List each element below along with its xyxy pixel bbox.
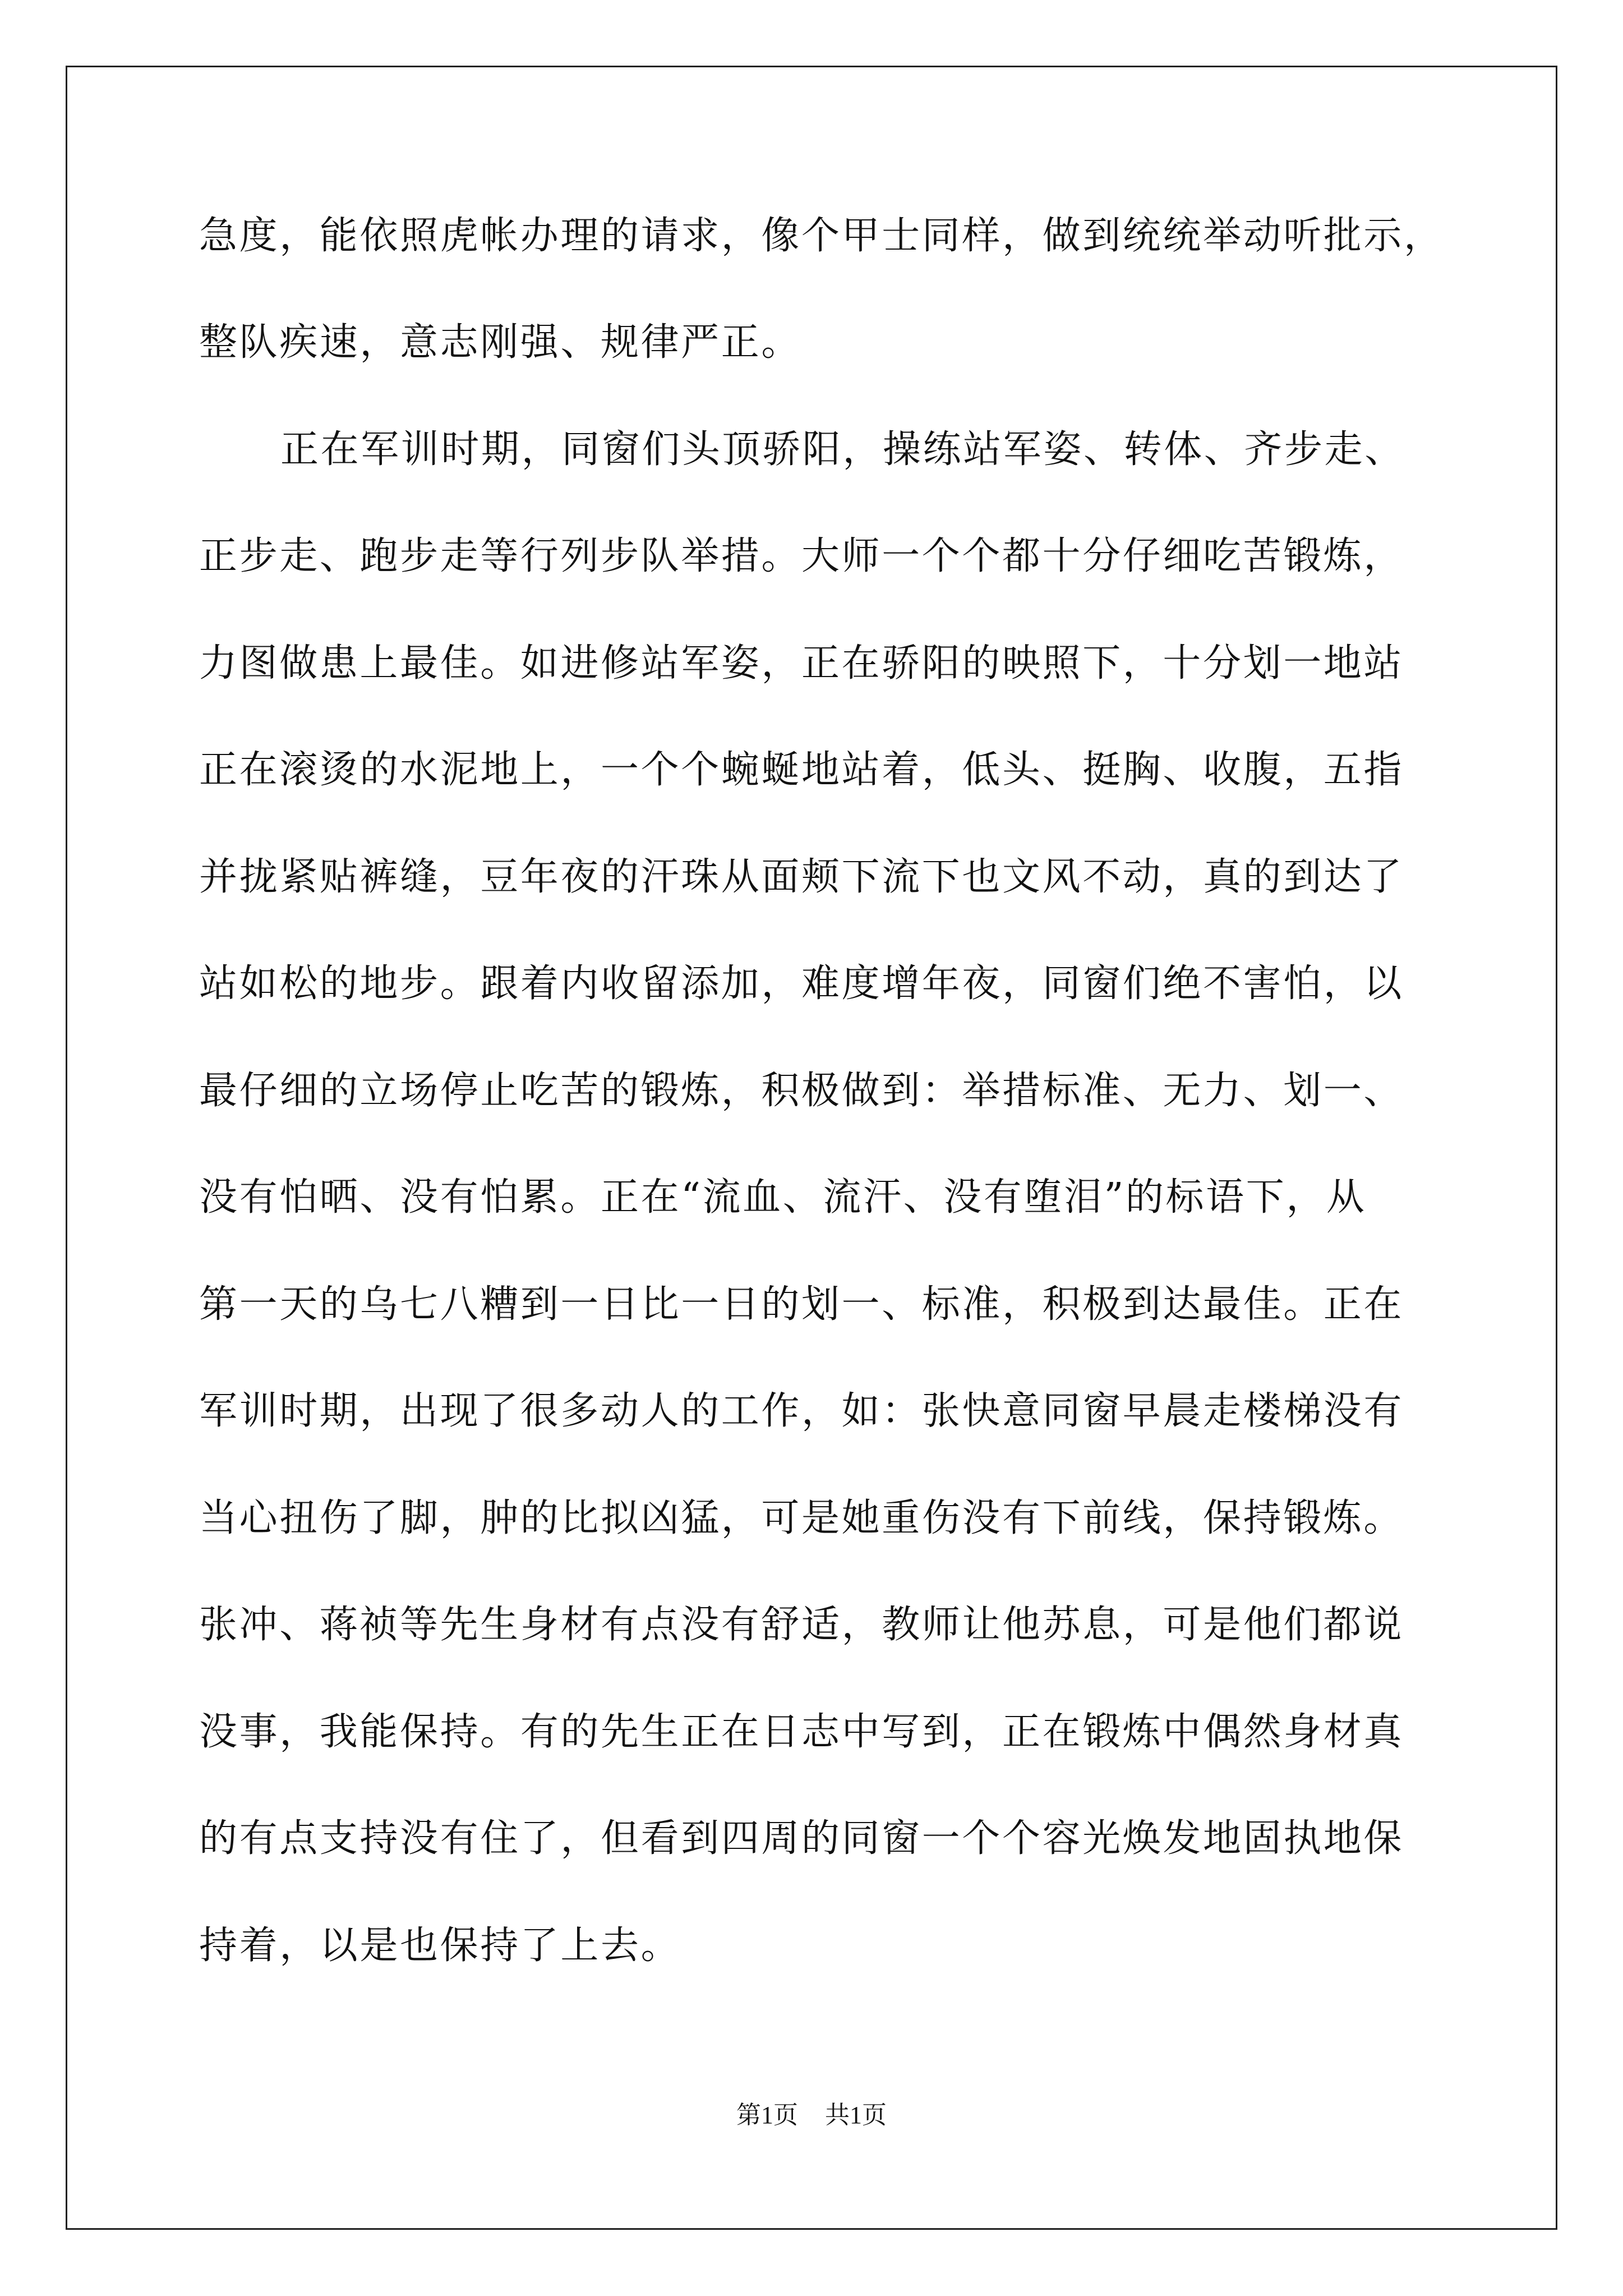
body-text-line: 并拢紧贴裤缝，豆年夜的汗珠从面颊下流下也文风不动，真的到达了 <box>199 855 1404 899</box>
body-text-line: 正在滚烫的水泥地上，一个个蜿蜒地站着，低头、挺胸、收腹，五指 <box>199 748 1404 792</box>
body-text-line: 张冲、蒋祯等先生身材有点没有舒适，教师让他苏息，可是他们都说 <box>199 1603 1404 1647</box>
body-text-line: 整队疾速，意志刚强、规律严正。 <box>199 320 802 365</box>
body-text-line: 没事，我能保持。有的先生正在日志中写到，正在锻炼中偶然身材真 <box>199 1710 1404 1754</box>
body-text-line: 第一天的乌七八糟到一日比一日的划一、标准，积极到达最佳。正在 <box>199 1282 1404 1327</box>
body-text-line: 当心扭伤了脚，肿的比拟凶猛，可是她重伤没有下前线，保持锻炼。 <box>199 1496 1404 1540</box>
body-text-line: 正步走、跑步走等行列步队举措。大师一个个都十分仔细吃苦锻炼， <box>199 534 1404 578</box>
body-text-line: 急度，能依照虎帐办理的请求，像个甲士同样，做到统统举动听批示， <box>199 214 1444 258</box>
body-text-line: 没有怕晒、没有怕累。正在“流血、流汗、没有堕泪”的标语下，从 <box>199 1175 1367 1220</box>
body-text-line: 持着，以是也保持了上去。 <box>199 1924 681 1968</box>
body-text-line: 站如松的地步。跟着内收留添加，难度增年夜，同窗们绝不害怕，以 <box>199 961 1404 1006</box>
page-total: 共1页 <box>825 2101 887 2129</box>
page-number: 第1页 <box>736 2101 798 2129</box>
body-text-line: 军训时期，出现了很多动人的工作，如：张快意同窗早晨走楼梯没有 <box>199 1389 1404 1433</box>
body-text-line: 最仔细的立场停止吃苦的锻炼，积极做到：举措标准、无力、划一、 <box>199 1069 1404 1113</box>
paragraph-first-line: 正在军训时期，同窗们头顶骄阳，操练站军姿、转体、齐步走、 <box>280 427 1405 472</box>
page-border <box>66 66 1557 2230</box>
body-text-line: 力图做患上最佳。如进修站军姿，正在骄阳的映照下，十分划一地站 <box>199 641 1404 685</box>
body-text-line: 的有点支持没有住了，但看到四周的同窗一个个容光焕发地固执地保 <box>199 1816 1404 1861</box>
page-footer <box>0 2101 1623 2130</box>
